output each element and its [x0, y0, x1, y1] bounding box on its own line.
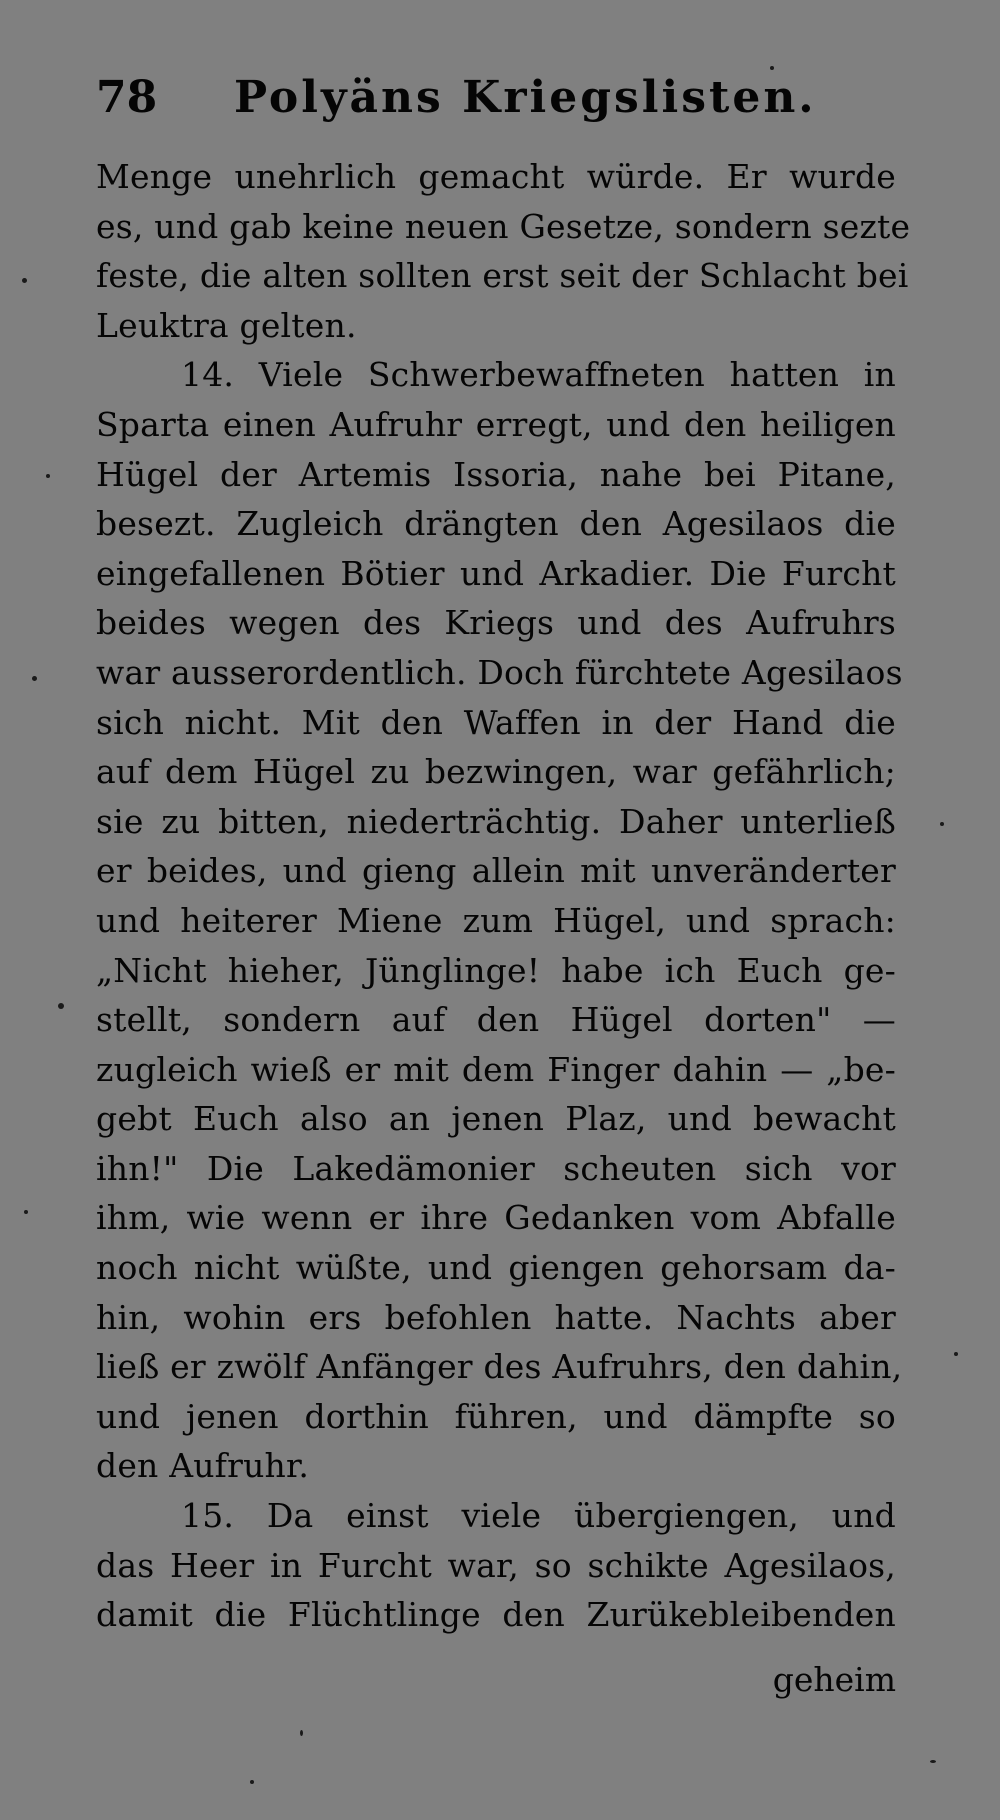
paragraph-start-line: 14. Viele Schwerbewaffneten hatten in [181, 355, 896, 395]
text-line: „Nicht hieher, Jünglinge! habe ich Euch ge- [96, 950, 896, 990]
scan-speck [58, 1003, 64, 1009]
text-line: den Aufruhr. [96, 1446, 310, 1486]
text-line: beides wegen des Kriegs und des Aufruhrs [96, 603, 896, 643]
scan-speck [300, 1730, 303, 1736]
text-line: Menge unehrlich gemacht würde. Er wurde [96, 157, 896, 196]
page-header [96, 72, 896, 132]
text-line: es, und gab keine neuen Gesetze, sondern sezte [96, 206, 911, 246]
text-line: ihm, wie wenn er ihre Gedanken vom Abfalle [96, 1198, 896, 1238]
text-line: ihn!" Die Lakedämonier scheuten sich vor [96, 1148, 896, 1188]
scan-speck [32, 676, 37, 681]
page-number: 78 [96, 72, 158, 123]
running-title: Polyäns Kriegslisten. [234, 72, 817, 123]
text-line: Sparta einen Aufruhr erregt, und den heiligen [96, 404, 896, 444]
text-line: eingefallenen Bötier und Arkadier. Die Furcht [96, 553, 896, 593]
scan-speck [250, 1780, 254, 1784]
text-line: stellt, sondern auf den Hügel dorten" — [96, 1000, 896, 1040]
body-text [96, 152, 911, 1640]
text-line: ließ er zwölf Anfänger des Aufruhrs, den dahin, [96, 1347, 903, 1387]
scan-speck [930, 1760, 936, 1763]
text-line: noch nicht wüßte, und giengen gehorsam da- [96, 1248, 896, 1288]
text-line: sie zu bitten, niederträchtig. Daher unterließ [96, 801, 896, 841]
text-line: auf dem Hügel zu bezwingen, war gefährlich; [96, 752, 896, 792]
scan-speck [940, 822, 944, 826]
text-line: zugleich wieß er mit dem Finger dahin — „be- [96, 1049, 896, 1089]
scan-speck [46, 474, 50, 478]
text-line: das Heer in Furcht war, so schikte Agesilaos, [96, 1545, 896, 1585]
text-line: Leuktra gelten. [96, 305, 357, 345]
paragraph-start-line: 15. Da einst viele übergiengen, und [181, 1496, 896, 1536]
text-line: und jenen dorthin führen, und dämpfte so [96, 1396, 896, 1436]
text-line: gebt Euch also an jenen Plaz, und bewacht [96, 1099, 896, 1139]
catchword: geheim [772, 1660, 896, 1699]
text-line: er beides, und gieng allein mit unveränderter [96, 851, 896, 891]
text-line: besezt. Zugleich drängten den Agesilaos die [96, 504, 896, 544]
text-line: sich nicht. Mit den Waffen in der Hand die [96, 702, 896, 742]
text-line: feste, die alten sollten erst seit der Schlacht bei [96, 256, 909, 296]
scan-speck [22, 278, 27, 283]
scan-speck [24, 1210, 28, 1214]
text-line: hin, wohin ers befohlen hatte. Nachts aber [96, 1297, 896, 1337]
text-line: war ausserordentlich. Doch fürchtete Agesilaos [96, 652, 903, 692]
scan-speck [954, 1352, 958, 1356]
text-line: und heiterer Miene zum Hügel, und sprach: [96, 900, 896, 940]
text-line: Hügel der Artemis Issoria, nahe bei Pitane, [96, 454, 896, 494]
scan-speck [770, 66, 774, 70]
text-line: damit die Flüchtlinge den Zurükebleibenden [96, 1595, 896, 1635]
